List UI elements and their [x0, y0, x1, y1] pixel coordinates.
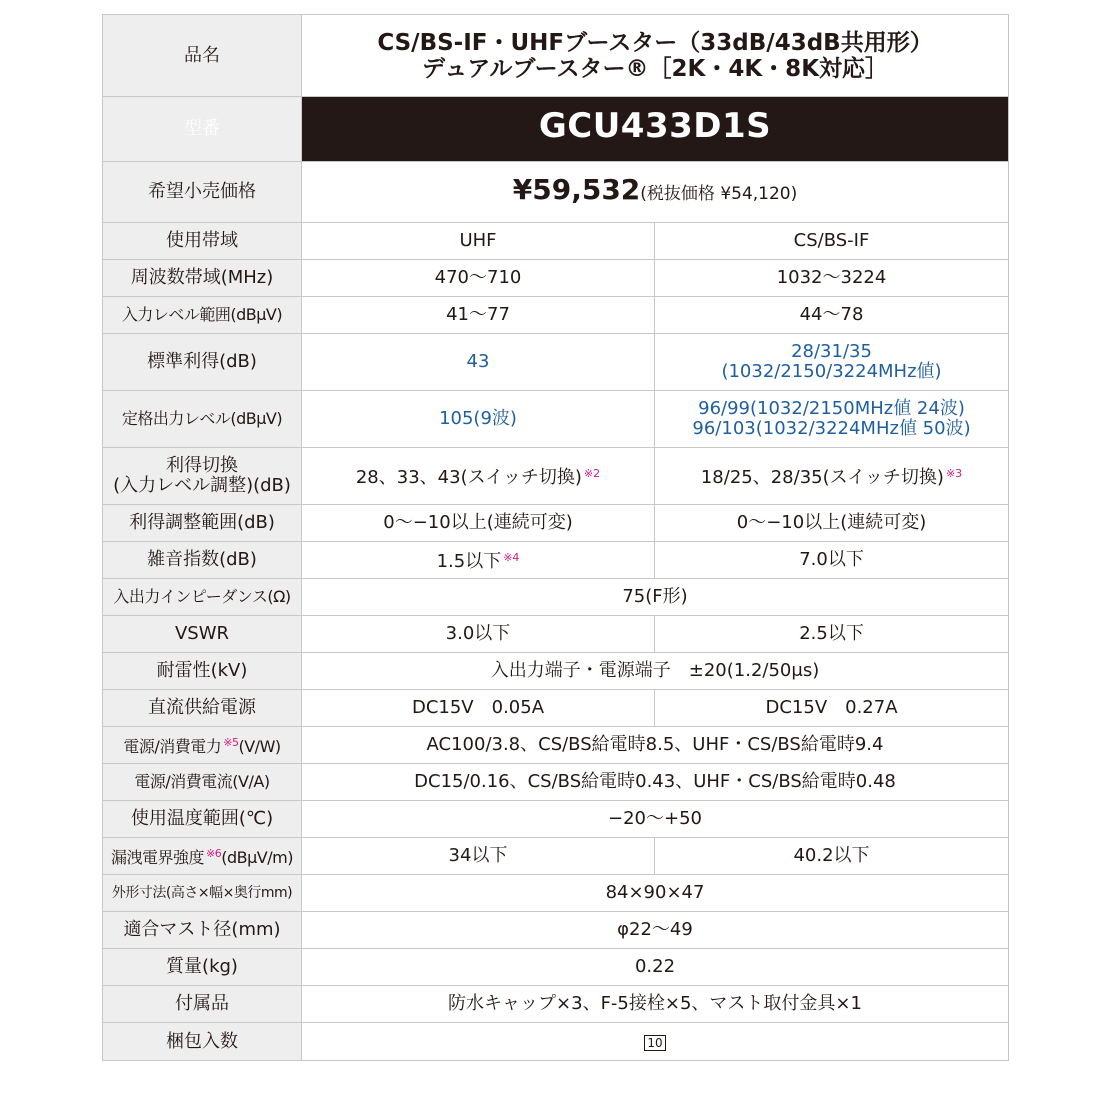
label-temperature: 使用温度範囲(℃)	[103, 801, 302, 838]
dimensions-value: 84×90×47	[302, 875, 1009, 912]
vswr-uhf: 3.0以下	[302, 616, 655, 653]
row-leakage	[103, 838, 1009, 875]
row-temperature	[103, 801, 1009, 838]
label-leakage-b: (dBμV/m)	[221, 848, 293, 867]
label-gain-switch-line2: (入力レベル調整)(dB)	[113, 475, 291, 496]
label-gain-switch-line1: 利得切換	[166, 455, 238, 476]
row-impedance	[103, 579, 1009, 616]
note-3: ※3	[945, 467, 963, 480]
gain-csbs-line1: 28/31/35	[791, 341, 872, 362]
label-model: 型番	[103, 97, 302, 162]
label-output-level: 定格出力レベル(dBμV)	[103, 391, 302, 448]
product-name	[302, 15, 1009, 97]
row-current	[103, 764, 1009, 801]
weight-value: 0.22	[302, 949, 1009, 986]
row-model	[103, 97, 1009, 162]
model-value: GCU433D1S	[538, 106, 772, 146]
row-vswr	[103, 616, 1009, 653]
accessories-value: 防水キャップ×3、F-5接栓×5、マスト取付金具×1	[302, 986, 1009, 1023]
spec-table	[102, 14, 1009, 1061]
row-output-level	[103, 391, 1009, 448]
label-mast: 適合マスト径(mm)	[103, 912, 302, 949]
power-value: AC100/3.8、CS/BS給電時8.5、UHF・CS/BS給電時9.4	[302, 727, 1009, 764]
output-csbs-line1: 96/99(1032/2150MHz値 24波)	[698, 398, 965, 419]
label-pack: 梱包入数	[103, 1023, 302, 1061]
label-dimensions: 外形寸法(高さ×幅×奥行mm)	[103, 875, 302, 912]
label-accessories: 付属品	[103, 986, 302, 1023]
gain-csbs	[655, 334, 1009, 391]
vswr-csbs: 2.5以下	[655, 616, 1009, 653]
price-tax: (税抜価格 ¥54,120)	[640, 184, 798, 204]
note-4: ※4	[503, 551, 520, 564]
label-price: 希望小売価格	[103, 162, 302, 223]
label-power	[103, 727, 302, 764]
dc-supply-csbs: DC15V 0.27A	[655, 690, 1009, 727]
label-input-level: 入力レベル範囲(dBμV)	[103, 297, 302, 334]
pack-value: 10	[644, 1035, 665, 1051]
leakage-csbs: 40.2以下	[655, 838, 1009, 875]
gain-switch-uhf	[302, 448, 655, 505]
row-frequency	[103, 260, 1009, 297]
label-power-a: 電源/消費電力	[123, 737, 222, 756]
mast-value: φ22〜49	[302, 912, 1009, 949]
note-6: ※6	[206, 847, 222, 860]
lightning-value: 入出力端子・電源端子 ±20(1.2/50μs)	[302, 653, 1009, 690]
gain-switch-uhf-text: 28、33、43(スイッチ切換)	[355, 467, 582, 488]
label-dc-supply: 直流供給電源	[103, 690, 302, 727]
row-gain	[103, 334, 1009, 391]
label-current: 電源/消費電流(V/A)	[103, 764, 302, 801]
gain-switch-csbs	[655, 448, 1009, 505]
leakage-uhf: 34以下	[302, 838, 655, 875]
note-5: ※5	[223, 736, 239, 749]
gain-adjust-uhf: 0〜−10以上(連続可変)	[302, 505, 655, 542]
product-name-line2: デュアルブースター®［2K・4K・8K対応］	[421, 55, 889, 82]
row-product-name	[103, 15, 1009, 97]
label-vswr: VSWR	[103, 616, 302, 653]
note-2: ※2	[583, 467, 601, 480]
row-lightning	[103, 653, 1009, 690]
label-impedance: 入出力インピーダンス(Ω)	[103, 579, 302, 616]
row-pack	[103, 1023, 1009, 1061]
output-csbs	[655, 391, 1009, 448]
label-gain: 標準利得(dB)	[103, 334, 302, 391]
label-gain-adjust: 利得調整範囲(dB)	[103, 505, 302, 542]
impedance-value: 75(F形)	[302, 579, 1009, 616]
frequency-uhf: 470〜710	[302, 260, 655, 297]
gain-uhf: 43	[302, 334, 655, 391]
output-uhf: 105(9波)	[302, 391, 655, 448]
label-power-b: (V/W)	[238, 737, 281, 756]
row-mast	[103, 912, 1009, 949]
row-accessories	[103, 986, 1009, 1023]
noise-uhf-text: 1.5以下	[436, 551, 502, 572]
label-leakage-a: 漏洩電界強度	[111, 848, 205, 867]
gain-adjust-csbs: 0〜−10以上(連続可変)	[655, 505, 1009, 542]
price-cell	[302, 162, 1009, 223]
price-value: ¥59,532	[512, 173, 641, 206]
row-gain-adjust	[103, 505, 1009, 542]
label-gain-switch	[103, 448, 302, 505]
label-leakage	[103, 838, 302, 875]
label-noise: 雑音指数(dB)	[103, 542, 302, 579]
frequency-csbs: 1032〜3224	[655, 260, 1009, 297]
row-dimensions	[103, 875, 1009, 912]
row-price	[103, 162, 1009, 223]
gain-csbs-line2: (1032/2150/3224MHz値)	[721, 361, 942, 382]
noise-csbs: 7.0以下	[655, 542, 1009, 579]
label-frequency: 周波数帯域(MHz)	[103, 260, 302, 297]
input-level-uhf: 41〜77	[302, 297, 655, 334]
row-noise	[103, 542, 1009, 579]
row-input-level	[103, 297, 1009, 334]
band-uhf: UHF	[302, 223, 655, 260]
row-power	[103, 727, 1009, 764]
product-name-line1: CS/BS-IF・UHFブースター（33dB/43dB共用形）	[377, 29, 933, 56]
model-number	[302, 97, 1009, 162]
label-product-name: 品名	[103, 15, 302, 97]
label-band: 使用帯域	[103, 223, 302, 260]
row-dc-supply	[103, 690, 1009, 727]
current-value: DC15/0.16、CS/BS給電時0.43、UHF・CS/BS給電時0.48	[302, 764, 1009, 801]
pack-cell	[302, 1023, 1009, 1061]
row-weight	[103, 949, 1009, 986]
gain-switch-csbs-text: 18/25、28/35(スイッチ切換)	[700, 467, 944, 488]
dc-supply-uhf: DC15V 0.05A	[302, 690, 655, 727]
label-lightning: 耐雷性(kV)	[103, 653, 302, 690]
row-band	[103, 223, 1009, 260]
row-gain-switch	[103, 448, 1009, 505]
input-level-csbs: 44〜78	[655, 297, 1009, 334]
label-weight: 質量(kg)	[103, 949, 302, 986]
band-csbs: CS/BS-IF	[655, 223, 1009, 260]
output-csbs-line2: 96/103(1032/3224MHz値 50波)	[692, 418, 971, 439]
temperature-value: −20〜+50	[302, 801, 1009, 838]
noise-uhf	[302, 542, 655, 579]
